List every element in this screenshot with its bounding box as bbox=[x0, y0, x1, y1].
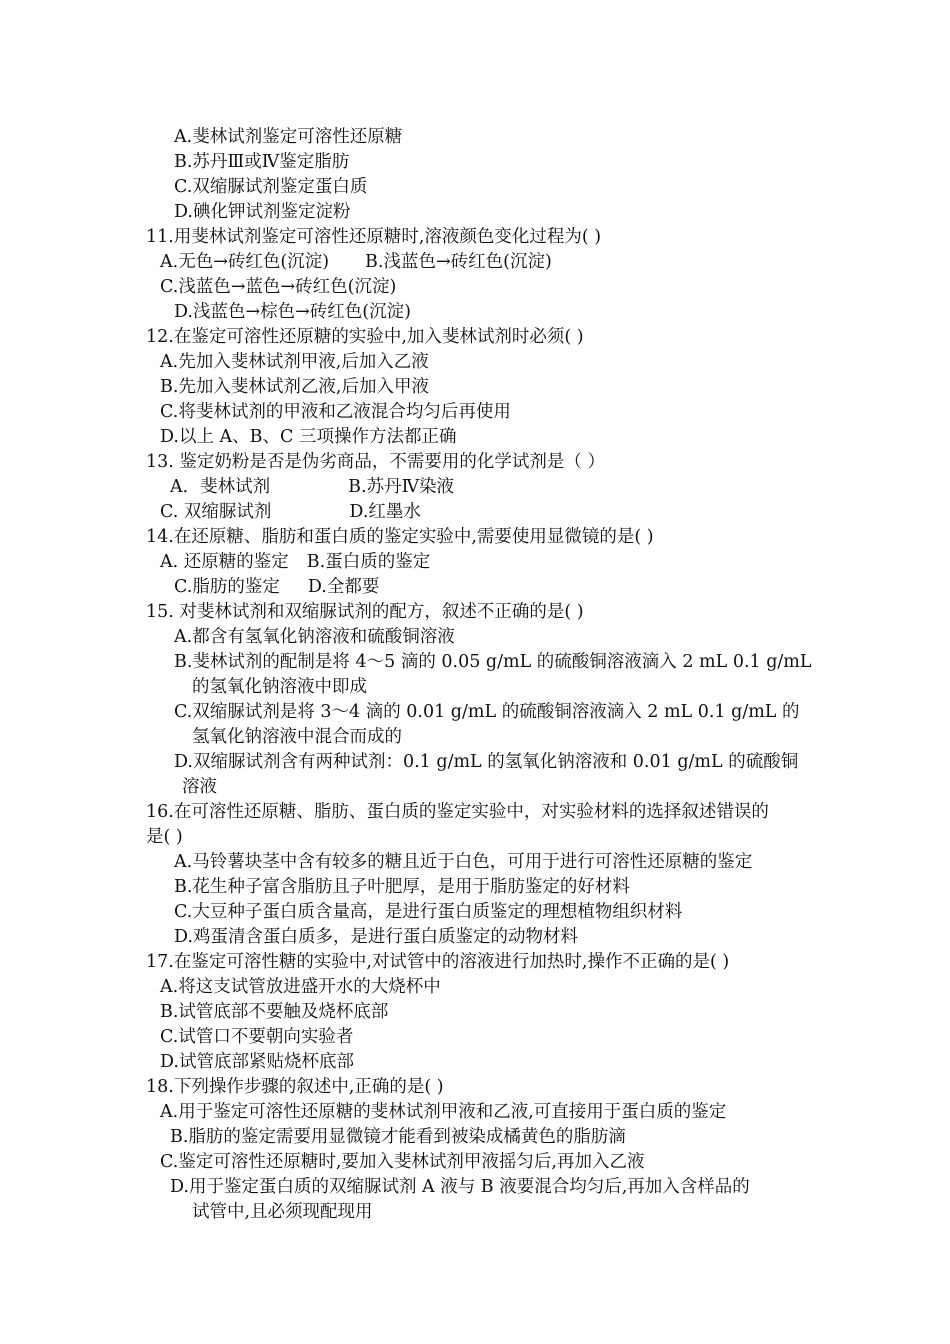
q14-option-b: B.蛋白质的鉴定 bbox=[306, 552, 431, 572]
q16-option-b: B.花生种子富含脂肪且子叶肥厚，是用于脂肪鉴定的好材料 bbox=[174, 877, 630, 897]
q18-option-b: B.脂肪的鉴定需要用显微镜才能看到被染成橘黄色的脂肪滴 bbox=[170, 1127, 626, 1147]
q13-option-b: B.苏丹Ⅳ染液 bbox=[348, 477, 455, 497]
q16-option-d: D.鸡蛋清含蛋白质多，是进行蛋白质鉴定的动物材料 bbox=[174, 927, 578, 947]
q13-options-ab bbox=[170, 476, 454, 498]
q11-stem: 11.用斐林试剂鉴定可溶性还原糖时,溶液颜色变化过程为( ) bbox=[146, 227, 602, 247]
q12-option-c: C.将斐林试剂的甲液和乙液混合均匀后再使用 bbox=[160, 402, 511, 422]
q16-option-a: A.马铃薯块茎中含有较多的糖且近于白色，可用于进行可溶性还原糖的鉴定 bbox=[174, 852, 753, 872]
q11-option-a: A.无色→砖红色(沉淀) bbox=[160, 252, 330, 272]
q14-option-d: D.全都要 bbox=[307, 577, 380, 597]
q17-stem: 17.在鉴定可溶性糖的实验中,对试管中的溶液进行加热时,操作不正确的是( ) bbox=[146, 952, 730, 972]
q18-stem: 18.下列操作步骤的叙述中,正确的是( ) bbox=[146, 1077, 444, 1097]
q17-option-b: B.试管底部不要触及烧杯底部 bbox=[160, 1002, 389, 1022]
q11-option-d: D.浅蓝色→棕色→砖红色(沉淀) bbox=[174, 302, 411, 322]
q13-option-d: D.红墨水 bbox=[349, 502, 421, 522]
q15-stem: 15. 对斐林试剂和双缩脲试剂的配方，叙述不正确的是( ) bbox=[146, 602, 584, 622]
q15-option-d: D.双缩脲试剂含有两种试剂：0.1 g/mL 的氢氧化钠溶液和 0.01 g/mL 的硫酸铜 bbox=[174, 752, 799, 772]
q17-option-c: C.试管口不要朝向实验者 bbox=[160, 1027, 354, 1047]
q14-options-ab bbox=[160, 551, 430, 573]
q15-option-b: B.斐林试剂的配制是将 4～5 滴的 0.05 g/mL 的硫酸铜溶液滴入 2 mL 0.1 g/mL bbox=[174, 652, 812, 672]
q18-option-c: C.鉴定可溶性还原糖时,要加入斐林试剂甲液摇匀后,再加入乙液 bbox=[160, 1152, 645, 1172]
q13-option-a: A．斐林试剂 bbox=[170, 477, 271, 497]
q11-option-b: B.浅蓝色→砖红色(沉淀) bbox=[365, 252, 552, 272]
q14-option-a: A. 还原糖的鉴定 bbox=[160, 552, 289, 572]
q11-options-ab bbox=[160, 251, 552, 273]
q15-option-c: C.双缩脲试剂是将 3～4 滴的 0.01 g/mL 的硫酸铜溶液滴入 2 mL 0.1 g/mL 的 bbox=[174, 702, 800, 722]
q16-stem: 16.在可溶性还原糖、脂肪、蛋白质的鉴定实验中，对实验材料的选择叙述错误的 bbox=[146, 802, 769, 822]
q10-option-d: D.碘化钾试剂鉴定淀粉 bbox=[174, 202, 351, 222]
q11-option-c: C.浅蓝色→蓝色→砖红色(沉淀) bbox=[160, 277, 397, 297]
q13-options-cd bbox=[160, 501, 421, 523]
q16-stem-cont: 是( ) bbox=[146, 827, 183, 847]
q17-option-d: D.试管底部紧贴烧杯底部 bbox=[160, 1052, 354, 1072]
q14-option-c: C.脂肪的鉴定 bbox=[174, 577, 280, 597]
q13-stem: 13. 鉴定奶粉是否是伪劣商品，不需要用的化学试剂是（ ） bbox=[146, 452, 605, 472]
q14-options-cd bbox=[174, 576, 379, 598]
q15-option-d-cont: 溶液 bbox=[182, 777, 217, 797]
q15-option-a: A.都含有氢氧化钠溶液和硫酸铜溶液 bbox=[174, 627, 455, 647]
q10-option-c: C.双缩脲试剂鉴定蛋白质 bbox=[174, 177, 368, 197]
q18-option-d-cont: 试管中,且必须现配现用 bbox=[192, 1202, 373, 1222]
q10-option-a: A.斐林试剂鉴定可溶性还原糖 bbox=[174, 127, 403, 147]
q18-option-d: D.用于鉴定蛋白质的双缩脲试剂 A 液与 B 液要混合均匀后,再加入含样品的 bbox=[170, 1177, 750, 1197]
q16-option-c: C.大豆种子蛋白质含量高，是进行蛋白质鉴定的理想植物组织材料 bbox=[174, 902, 683, 922]
q14-stem: 14.在还原糖、脂肪和蛋白质的鉴定实验中,需要使用显微镜的是( ) bbox=[146, 527, 654, 547]
q12-stem: 12.在鉴定可溶性还原糖的实验中,加入斐林试剂时必须( ) bbox=[146, 327, 584, 347]
q17-option-a: A.将这支试管放进盛开水的大烧杯中 bbox=[160, 977, 441, 997]
q18-option-a: A.用于鉴定可溶性还原糖的斐林试剂甲液和乙液,可直接用于蛋白质的鉴定 bbox=[160, 1102, 727, 1122]
q13-option-c: C. 双缩脲试剂 bbox=[160, 502, 272, 522]
q15-option-c-cont: 氢氧化钠溶液中混合而成的 bbox=[192, 727, 402, 747]
q12-option-d: D.以上 A、B、C 三项操作方法都正确 bbox=[160, 427, 457, 447]
q12-option-a: A.先加入斐林试剂甲液,后加入乙液 bbox=[160, 352, 429, 372]
q12-option-b: B.先加入斐林试剂乙液,后加入甲液 bbox=[160, 377, 429, 397]
q15-option-b-cont: 的氢氧化钠溶液中即成 bbox=[192, 677, 367, 697]
q10-option-b: B.苏丹Ⅲ或Ⅳ鉴定脂肪 bbox=[174, 152, 350, 172]
